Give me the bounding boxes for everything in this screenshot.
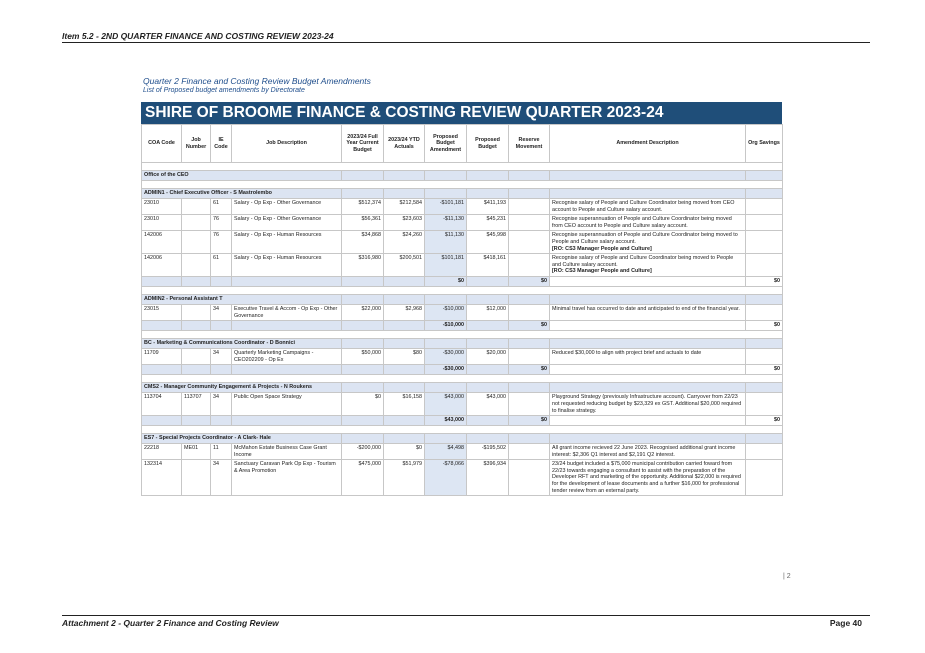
cell-job-description: Quarterly Marketing Campaigns - CEO202209 - Op Ex [232, 349, 342, 365]
amendment-note: 23/24 budget included a $75,000 municipal contribution carried foward from 22/23 towards engaging a consultant to assist with the preparation of the Developer RFT and marketing of the opportunity. Additional $22,000 is required for the development of lease documents and a further $16,000 for professional tender review from an external party. [552, 461, 741, 494]
section-header-cell [467, 383, 509, 393]
table-row [142, 460, 783, 496]
cell-coa-code: 23015 [142, 304, 182, 320]
section-header-cell [342, 383, 384, 393]
cell-job-description: Sanctuary Caravan Park Op Exp - Tourism & Area Promotion [232, 460, 342, 496]
subtotal-empty-cell [211, 276, 232, 286]
table-row [142, 444, 783, 460]
cell-coa-code: 132314 [142, 460, 182, 496]
col-budget-amendment: Proposed Budget Amendment [425, 125, 467, 163]
directorate-label: Office of the CEO [142, 171, 342, 181]
section-title: ADMIN2 - Personal Assistant T [142, 294, 342, 304]
col-coa-code: COA Code [142, 125, 182, 163]
cell-org-savings [746, 393, 783, 416]
section-header-cell [550, 383, 746, 393]
cell-budget-amendment: $43,000 [425, 393, 467, 416]
subtotal-row [142, 276, 783, 286]
subtotal-empty-cell [342, 321, 384, 331]
cell-ytd-actuals: $200,501 [384, 254, 425, 277]
spacer-row [142, 163, 783, 171]
cell-reserve-movement [509, 460, 550, 496]
subtotal-empty-cell [384, 276, 425, 286]
cell-ie-code: 34 [211, 393, 232, 416]
col-ie-code: IE Code [211, 125, 232, 163]
subtotal-empty-cell [550, 321, 746, 331]
col-full-year-budget: 2023/24 Full Year Current Budget [342, 125, 384, 163]
budget-table [141, 124, 783, 496]
column-header-row [142, 125, 783, 163]
cell-proposed-budget: $411,193 [467, 199, 509, 215]
cell-full-year-budget: $22,000 [342, 304, 384, 320]
subtotal-empty-cell [142, 321, 182, 331]
cell-ie-code: 34 [211, 349, 232, 365]
cell-reserve-movement [509, 304, 550, 320]
cell-amendment-description [550, 460, 746, 496]
subtotal-amendment: -$10,000 [425, 321, 467, 331]
spacer-row [142, 375, 783, 383]
subtotal-reserve: $0 [509, 276, 550, 286]
cell-proposed-budget: $396,934 [467, 460, 509, 496]
spacer-cell [142, 181, 783, 189]
subtotal-empty-cell [142, 276, 182, 286]
cell-coa-code: 142006 [142, 254, 182, 277]
cell-reserve-movement [509, 199, 550, 215]
cell-job-description: Salary - Op Exp - Other Governance [232, 199, 342, 215]
table-row [142, 254, 783, 277]
spacer-row [142, 181, 783, 189]
footer-page-number: Page 40 [829, 618, 862, 628]
cell-proposed-budget: $418,161 [467, 254, 509, 277]
col-reserve-movement: Reserve Movement [509, 125, 550, 163]
subtotal-empty-cell [342, 365, 384, 375]
section-header-row [142, 189, 783, 199]
section-header-cell [509, 294, 550, 304]
amendment-note: Reduced $30,000 to align with project brief and actuals to date [552, 350, 702, 357]
cell-org-savings [746, 349, 783, 365]
col-proposed-budget: Proposed Budget [467, 125, 509, 163]
section-header-cell [342, 189, 384, 199]
subtotal-org-savings: $0 [746, 276, 783, 286]
section-header-row [142, 294, 783, 304]
budget-sheet [141, 102, 782, 496]
subtotal-org-savings: $0 [746, 365, 783, 375]
table-row [142, 215, 783, 231]
cell-proposed-budget: $20,000 [467, 349, 509, 365]
section-header-row [142, 434, 783, 444]
subtotal-empty-cell [384, 321, 425, 331]
cell-job-number [182, 349, 211, 365]
subtotal-org-savings: $0 [746, 321, 783, 331]
cell-budget-amendment: $11,130 [425, 231, 467, 254]
cell-reserve-movement [509, 215, 550, 231]
cell-full-year-budget: $475,000 [342, 460, 384, 496]
responsible-officer-note: [RO: CS3 Manager People and Culture] [552, 245, 652, 252]
subtotal-reserve: $0 [509, 416, 550, 426]
subtotal-empty-cell [211, 365, 232, 375]
cell-full-year-budget: $316,980 [342, 254, 384, 277]
cell-ie-code: 11 [211, 444, 232, 460]
section-header-cell [509, 383, 550, 393]
document-footer [62, 615, 870, 628]
cell-ytd-actuals: $23,603 [384, 215, 425, 231]
cell-reserve-movement [509, 349, 550, 365]
subtotal-empty-cell [142, 416, 182, 426]
cell-org-savings [746, 215, 783, 231]
subtotal-empty-cell [467, 321, 509, 331]
cell-budget-amendment: -$78,066 [425, 460, 467, 496]
subtotal-empty-cell [232, 416, 342, 426]
section-title: CMS2 - Manager Community Engagement & Projects - N Roukens [142, 383, 342, 393]
cell-job-description: McMahon Estate Business Case Grant Income [232, 444, 342, 460]
cell-reserve-movement [509, 393, 550, 416]
amendments-subtitle: List of Proposed budget amendments by Directorate [143, 87, 305, 94]
subtotal-empty-cell [384, 365, 425, 375]
amendments-title: Quarter 2 Finance and Costing Review Budget Amendments [143, 76, 371, 86]
section-header-cell [425, 383, 467, 393]
cell-amendment-description [550, 231, 746, 254]
cell-full-year-budget: -$200,000 [342, 444, 384, 460]
table-row [142, 393, 783, 416]
cell-full-year-budget: $34,868 [342, 231, 384, 254]
table-row [142, 349, 783, 365]
section-title: ES7 - Special Projects Coordinator - A Clark- Hale [142, 434, 342, 444]
spacer-cell [142, 426, 783, 434]
cell-proposed-budget: -$195,502 [467, 444, 509, 460]
subtotal-empty-cell [211, 416, 232, 426]
cell-reserve-movement [509, 444, 550, 460]
section-header-cell [746, 339, 783, 349]
cell-job-number [182, 231, 211, 254]
amendment-note: Recognise superannuation of People and Culture Coordinator being moved to People and Culture salary account. [552, 232, 738, 245]
subtotal-empty-cell [232, 321, 342, 331]
amendment-note: Recognise salary of People and Culture Coordinator being moved to People and Culture salary account. [552, 255, 734, 268]
cell-ytd-actuals: $16,158 [384, 393, 425, 416]
subtotal-empty-cell [211, 321, 232, 331]
cell-amendment-description [550, 349, 746, 365]
subtotal-row [142, 321, 783, 331]
cell-org-savings [746, 304, 783, 320]
section-header-cell [384, 339, 425, 349]
section-header-cell [384, 383, 425, 393]
subtotal-reserve: $0 [509, 365, 550, 375]
cell-ie-code: 76 [211, 231, 232, 254]
section-header-cell [746, 434, 783, 444]
section-header-cell [384, 189, 425, 199]
cell-coa-code: 11709 [142, 349, 182, 365]
cell-job-number [182, 215, 211, 231]
section-header-cell [467, 339, 509, 349]
cell-coa-code: 142006 [142, 231, 182, 254]
section-header-cell [746, 383, 783, 393]
cell-ie-code: 34 [211, 304, 232, 320]
amendment-note: Playground Strategy (previously Infrastructure account). Carryover from 22/23 not requested reducing budget by $23,329 ex GST. Additional $20,000 required to finalise strategy. [552, 394, 742, 414]
cell-full-year-budget: $512,374 [342, 199, 384, 215]
cell-full-year-budget: $50,000 [342, 349, 384, 365]
spacer-cell [142, 331, 783, 339]
section-header-cell [467, 294, 509, 304]
cell-ytd-actuals: $0 [384, 444, 425, 460]
subtotal-empty-cell [467, 365, 509, 375]
cell-amendment-description [550, 215, 746, 231]
cell-org-savings [746, 460, 783, 496]
cell-reserve-movement [509, 254, 550, 277]
amendment-note: Recognise salary of People and Culture Coordinator being moved from CEO account to People and Culture salary account. [552, 200, 735, 213]
cell-job-description: Public Open Space Strategy [232, 393, 342, 416]
amendment-note: Minimal travel has occurred to date and anticipated to end of the financial year. [552, 305, 740, 312]
cell-job-description: Salary - Op Exp - Human Resources [232, 254, 342, 277]
spacer-cell [142, 375, 783, 383]
cell-job-description: Salary - Op Exp - Other Governance [232, 215, 342, 231]
cell-budget-amendment: $4,498 [425, 444, 467, 460]
subtotal-empty-cell [142, 365, 182, 375]
spacer-cell [142, 286, 783, 294]
section-header-cell [342, 434, 384, 444]
spacer-row [142, 286, 783, 294]
cell-budget-amendment: -$101,181 [425, 199, 467, 215]
page-marker: | 2 [783, 573, 791, 580]
cell-org-savings [746, 231, 783, 254]
section-header-cell [342, 339, 384, 349]
cell-ie-code: 34 [211, 460, 232, 496]
spacer-row [142, 331, 783, 339]
section-header-row [142, 383, 783, 393]
cell-budget-amendment: -$11,130 [425, 215, 467, 231]
table-body [142, 163, 783, 496]
col-ytd-actuals: 2023/24 YTD Actuals [384, 125, 425, 163]
col-job-description: Job Description [232, 125, 342, 163]
section-header-cell [509, 339, 550, 349]
cell-budget-amendment: $101,181 [425, 254, 467, 277]
cell-job-number [182, 199, 211, 215]
subtotal-empty-cell [182, 321, 211, 331]
section-header-cell [746, 294, 783, 304]
cell-budget-amendment: -$10,000 [425, 304, 467, 320]
subtotal-empty-cell [342, 416, 384, 426]
cell-job-description: Salary - Op Exp - Human Resources [232, 231, 342, 254]
section-header-cell [746, 189, 783, 199]
document-header: Item 5.2 - 2ND QUARTER FINANCE AND COSTING REVIEW 2023-24 [62, 31, 870, 43]
section-header-row [142, 339, 783, 349]
subtotal-empty-cell [550, 416, 746, 426]
subtotal-reserve: $0 [509, 321, 550, 331]
cell-job-description: Executive Travel & Accom - Op Exp - Other Governance [232, 304, 342, 320]
cell-job-number [182, 254, 211, 277]
subtotal-amendment: $43,000 [425, 416, 467, 426]
cell-ie-code: 61 [211, 254, 232, 277]
subtotal-empty-cell [550, 276, 746, 286]
cell-proposed-budget: $45,998 [467, 231, 509, 254]
cell-coa-code: 23010 [142, 199, 182, 215]
subtotal-empty-cell [232, 276, 342, 286]
cell-org-savings [746, 199, 783, 215]
cell-ie-code: 76 [211, 215, 232, 231]
section-header-cell [509, 189, 550, 199]
footer-attachment-label: Attachment 2 - Quarter 2 Finance and Costing Review [62, 618, 279, 628]
cell-org-savings [746, 444, 783, 460]
section-header-cell [550, 434, 746, 444]
subtotal-empty-cell [467, 416, 509, 426]
cell-ytd-actuals: $2,968 [384, 304, 425, 320]
cell-coa-code: 23010 [142, 215, 182, 231]
sheet-banner: SHIRE OF BROOME FINANCE & COSTING REVIEW QUARTER 2023-24 [141, 102, 782, 124]
section-header-cell [425, 294, 467, 304]
section-header-cell [425, 339, 467, 349]
cell-ie-code: 61 [211, 199, 232, 215]
col-job-number: Job Number [182, 125, 211, 163]
cell-org-savings [746, 254, 783, 277]
amendment-note: All grant income recieved 22 June 2023. Recognised additional grant income interest: $2,306 Q1 interest and $2,191 Q2 interest. [552, 445, 736, 458]
cell-coa-code: 113704 [142, 393, 182, 416]
cell-ytd-actuals: $24,260 [384, 231, 425, 254]
subtotal-empty-cell [342, 276, 384, 286]
subtotal-row [142, 416, 783, 426]
cell-ytd-actuals: $80 [384, 349, 425, 365]
cell-proposed-budget: $43,000 [467, 393, 509, 416]
spacer-row [142, 426, 783, 434]
cell-proposed-budget: $12,000 [467, 304, 509, 320]
amendment-note: Recognise superannuation of People and Culture Coordinator being moved from CEO account to People and Culture salary account. [552, 216, 732, 229]
responsible-officer-note: [RO: CS3 Manager People and Culture] [552, 268, 652, 275]
subtotal-empty-cell [550, 365, 746, 375]
subtotal-empty-cell [182, 276, 211, 286]
subtotal-row [142, 365, 783, 375]
section-header-cell [467, 434, 509, 444]
table-row [142, 304, 783, 320]
section-title: ADMIN1 - Chief Executive Officer - S Mastrolembo [142, 189, 342, 199]
cell-job-number [182, 304, 211, 320]
cell-reserve-movement [509, 231, 550, 254]
directorate-row [142, 171, 783, 181]
section-header-cell [425, 189, 467, 199]
col-org-savings: Org Savings [746, 125, 783, 163]
subtotal-empty-cell [384, 416, 425, 426]
cell-amendment-description [550, 254, 746, 277]
cell-full-year-budget: $0 [342, 393, 384, 416]
table-row [142, 231, 783, 254]
section-header-cell [384, 294, 425, 304]
section-header-cell [425, 434, 467, 444]
section-header-cell [550, 294, 746, 304]
cell-full-year-budget: $56,361 [342, 215, 384, 231]
section-header-cell [550, 189, 746, 199]
section-header-cell [467, 189, 509, 199]
cell-amendment-description [550, 199, 746, 215]
cell-coa-code: 22218 [142, 444, 182, 460]
cell-job-number [182, 460, 211, 496]
cell-job-number: 113707 [182, 393, 211, 416]
cell-amendment-description [550, 444, 746, 460]
section-header-cell [550, 339, 746, 349]
section-header-cell [342, 294, 384, 304]
cell-budget-amendment: -$30,000 [425, 349, 467, 365]
subtotal-empty-cell [182, 365, 211, 375]
col-amendment-description: Amendment Description [550, 125, 746, 163]
section-header-cell [384, 434, 425, 444]
cell-job-number: ME01 [182, 444, 211, 460]
subtotal-amendment: $0 [425, 276, 467, 286]
subtotal-empty-cell [182, 416, 211, 426]
cell-proposed-budget: $45,231 [467, 215, 509, 231]
cell-ytd-actuals: $51,979 [384, 460, 425, 496]
cell-amendment-description [550, 304, 746, 320]
subtotal-empty-cell [467, 276, 509, 286]
subtotal-org-savings: $0 [746, 416, 783, 426]
cell-amendment-description [550, 393, 746, 416]
subtotal-amendment: -$30,000 [425, 365, 467, 375]
subtotal-empty-cell [232, 365, 342, 375]
section-title: BC - Marketing & Communications Coordinator - D Bonnici [142, 339, 342, 349]
cell-ytd-actuals: $212,584 [384, 199, 425, 215]
table-row [142, 199, 783, 215]
section-header-cell [509, 434, 550, 444]
